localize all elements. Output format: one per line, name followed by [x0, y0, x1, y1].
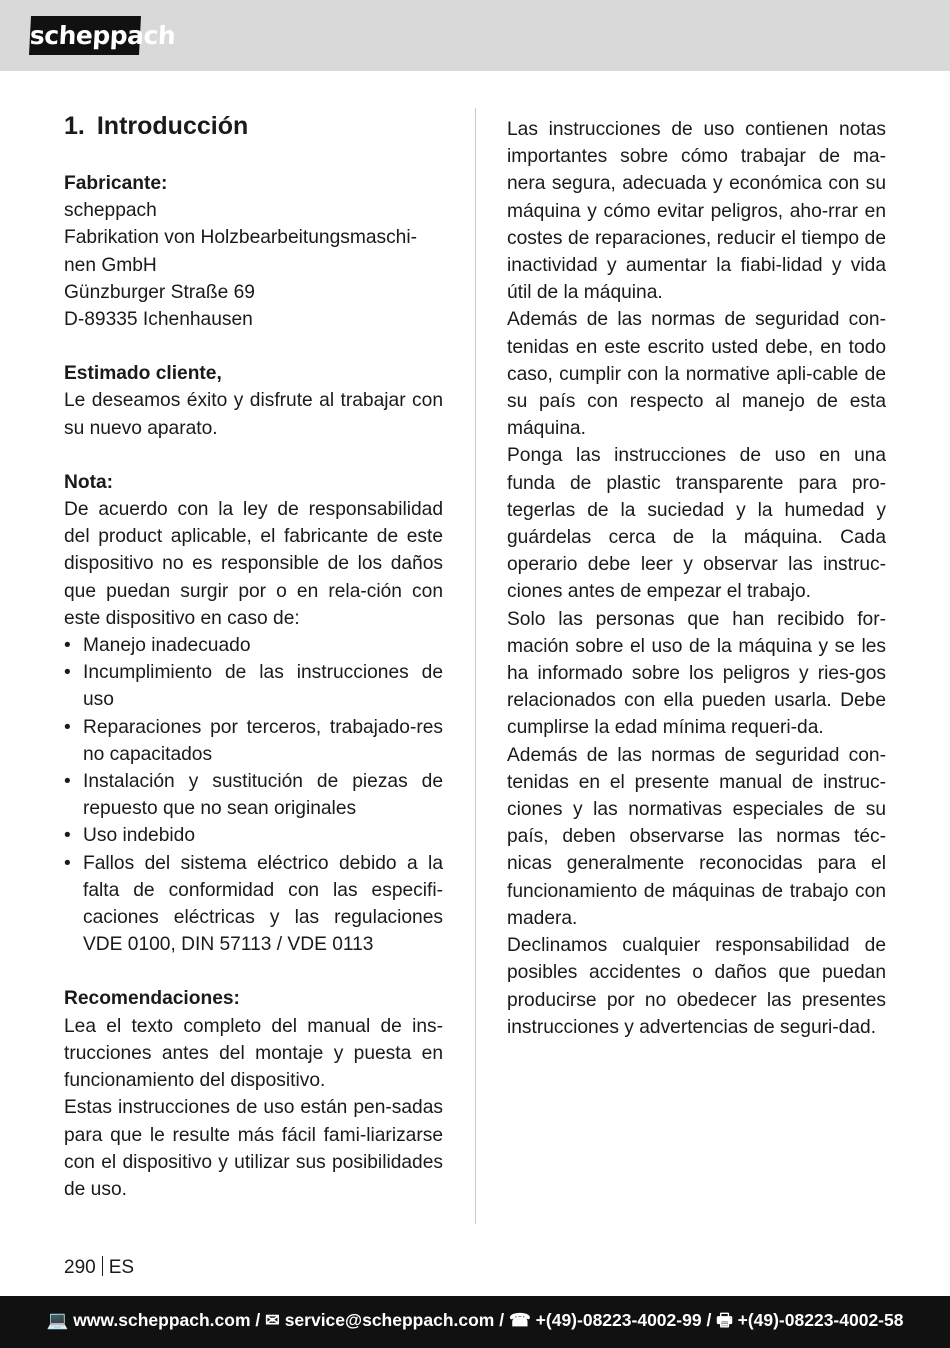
recommendations-paragraph: Lea el texto completo del manual de ins-trucciones antes del montaje y puesta en funcionamiento del dispositivo. [64, 1015, 443, 1092]
recommendations-heading: Recomendaciones: [64, 988, 240, 1010]
note-heading: Nota: [64, 471, 114, 493]
manufacturer-heading: Fabricante: [64, 173, 168, 194]
phone-number: +(49)-08223-4002-99 [535, 1310, 702, 1330]
right-column [507, 116, 886, 1041]
page-number-value: 290 [64, 1257, 96, 1278]
address-line: Fabrikation von Holzbearbeitungsmaschi-nen GmbH [64, 227, 418, 276]
address-line: scheppach [64, 200, 157, 222]
left-column [64, 108, 443, 1203]
list-item: • Reparaciones por terceros, trabajado-res no capacitados [64, 714, 443, 768]
list-item: • Incumplimiento de las instrucciones de uso [64, 659, 443, 713]
section-title-text: Introducción [96, 112, 249, 140]
list-item: • Instalación y sustitución de piezas de repuesto que no sean originales [64, 768, 443, 822]
body-paragraph: Las instrucciones de uso contienen notas importantes sobre cómo trabajar de ma-nera segura, adecuada y económica con su máquina y cómo evitar peligros, aho-rrar en costes de reparaciones, reducir el tiempo de inactividad y aumentar la fiabi-lidad y vida útil de la máquina. [507, 119, 886, 304]
page-number [64, 1256, 134, 1280]
fax-number: +(49)-08223-4002-58 [737, 1310, 904, 1330]
body-paragraph: Declinamos cualquier responsabilidad de posibles accidentes o daños que puedan producirse por no obedecer las presentes instrucciones y advertencias de seguri-dad. [507, 935, 886, 1038]
column-divider [475, 108, 476, 1224]
footer-separator: / [255, 1310, 261, 1330]
section-title [64, 108, 443, 144]
body-paragraph: Además de las normas de seguridad con-tenidas en este escrito usted debe, en todo caso, cumplir con la normative apli-cable de su país con respecto al manejo de esta máquina. [507, 309, 886, 440]
page-language: ES [108, 1257, 135, 1278]
note-text: De acuerdo con la ley de responsabilidad del product aplicable, el fabricante de este dispositivo no es responsible de los daños que puedan surgir por o en rela-ción con este dispositivo en caso de: [64, 499, 443, 629]
fax-icon: 🖶 [716, 1310, 733, 1330]
list-item: • Fallos del sistema eléctrico debido a la falta de conformidad con las especifi-caciones eléctricas y las regulaciones VDE 0100, DIN 57113 / VDE 0113 [64, 850, 443, 959]
note-list [64, 632, 443, 958]
brand-logo: scheppach [29, 16, 141, 55]
section-number: 1. [64, 112, 85, 140]
email-link[interactable]: service@scheppach.com [284, 1310, 495, 1330]
body-paragraph: Además de las normas de seguridad con-tenidas en el presente manual de instruc-ciones y las normativas especiales de su país, deben observarse las normas téc-nicas generalmente reconocidas para el funcionamiento de máquinas de trabajo con madera. [507, 744, 886, 929]
recommendations-paragraph: Estas instrucciones de uso están pen-sadas para que le resulte más fácil fami-liarizarse con el dispositivo y utilizar sus posibilidades de uso. [64, 1097, 443, 1200]
list-item: • Uso indebido [64, 822, 443, 849]
body-paragraph: Solo las personas que han recibido for-mación sobre el uso de la máquina y se les ha informado sobre los peligros y ries-gos relacionados con ella pueden usarla. Debe cumplirse la edad mínima requeri-da. [507, 608, 886, 739]
list-item: • Manejo inadecuado [64, 632, 443, 659]
page-footer [0, 1296, 950, 1348]
mail-icon: ✉ [265, 1310, 280, 1330]
address-line: Günzburger Straße 69 [64, 281, 255, 303]
footer-separator: / [706, 1310, 712, 1330]
greeting-text: Le deseamos éxito y disfrute al trabajar con su nuevo aparato. [64, 390, 443, 439]
body-paragraph: Ponga las instrucciones de uso en una funda de plastic transparente para pro-tegerlas de la suciedad y la humedad y guárdelas cerca de la máquina. Cada operario debe leer y observar las instruc-ciones antes de empezar el trabajo. [507, 445, 886, 603]
page-number-divider [102, 1256, 103, 1276]
greeting-heading: Estimado cliente, [64, 363, 222, 385]
phone-icon: ☎ [508, 1310, 531, 1330]
website-link[interactable]: www.scheppach.com [73, 1310, 251, 1330]
address-line: D-89335 Ichenhausen [64, 309, 253, 331]
page-header [0, 0, 950, 71]
computer-icon: 💻 [46, 1310, 69, 1330]
footer-separator: / [499, 1310, 505, 1330]
manufacturer-address [64, 197, 443, 333]
